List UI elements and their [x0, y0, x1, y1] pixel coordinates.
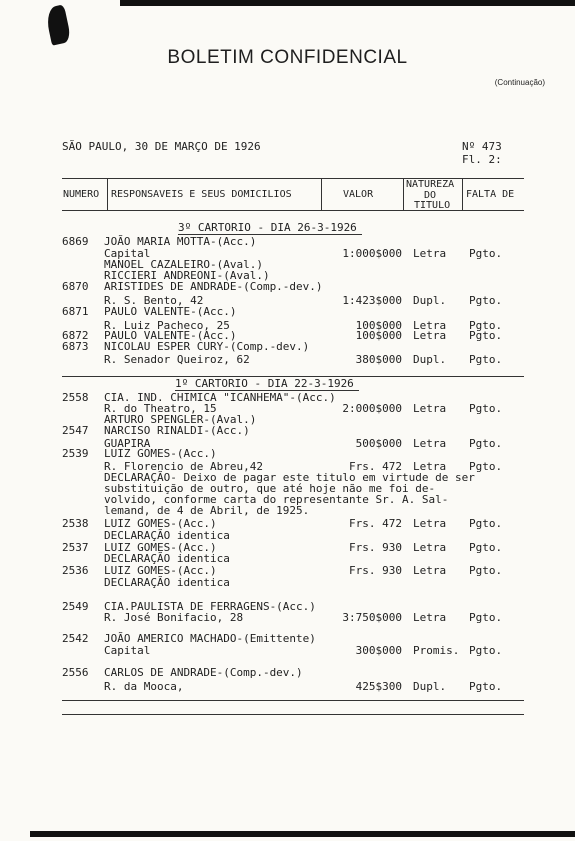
continuation-label: (Continuação) — [494, 78, 545, 87]
entry-text: Capital — [104, 644, 151, 657]
entry-natureza: Letra — [413, 402, 447, 415]
entry-number: 2539 — [62, 447, 89, 460]
entry-falta: Pgto. — [469, 402, 503, 415]
header-top-rule — [62, 178, 524, 179]
entry-falta: Pgto. — [469, 564, 503, 577]
entry-text: PAULO VALENTE-(Acc.) — [104, 305, 237, 318]
entry-number: 2558 — [62, 391, 89, 404]
entry-text: DECLARAÇÃO- Deixo de pagar este titulo em virtude de ser — [104, 471, 475, 484]
entry-natureza: Letra — [413, 247, 447, 260]
entry-natureza: Dupl. — [413, 353, 447, 366]
col-numero: NUMERO — [63, 189, 100, 200]
entry-text: CIA.PAULISTA DE FERRAGENS-(Acc.) — [104, 600, 316, 613]
entry-natureza: Letra — [413, 460, 447, 473]
col-divider — [107, 178, 108, 210]
entry-natureza: Promis. — [413, 644, 460, 657]
ink-blot — [44, 4, 71, 45]
entry-valor: Frs. 930 — [349, 541, 402, 554]
entry-natureza: Dupl. — [413, 680, 447, 693]
entry-falta: Pgto. — [469, 460, 503, 473]
entry-falta: Pgto. — [469, 644, 503, 657]
entry-text: DECLARAÇÃO identica — [104, 576, 230, 589]
entry-valor: Frs. 472 — [349, 460, 402, 473]
entry-number: 2536 — [62, 564, 89, 577]
entry-number: 2556 — [62, 666, 89, 679]
entry-text: LUIZ GOMES-(Acc.) — [104, 564, 217, 577]
entry-number: 6871 — [62, 305, 89, 318]
entry-text: LUIZ GOMES-(Acc.) — [104, 541, 217, 554]
entry-valor: 425$300 — [355, 680, 402, 693]
entry-text: ARTURO SPENGLER-(Aval.) — [104, 413, 257, 426]
place-date: SÃO PAULO, 30 DE MARÇO DE 1926 — [62, 140, 261, 153]
entry-number: 6869 — [62, 235, 89, 248]
entry-falta: Pgto. — [469, 353, 503, 366]
entry-text: substituição de outro, que até hoje não me foi de- — [104, 482, 436, 495]
col-divider — [321, 178, 322, 210]
entry-text: GUAPIRA — [104, 437, 151, 450]
col-divider — [403, 178, 404, 210]
entry-natureza: Letra — [413, 541, 447, 554]
entry-falta: Pgto. — [469, 319, 503, 332]
entry-text: RICCIERI ANDREONI-(Aval.) — [104, 269, 270, 282]
entry-natureza: Letra — [413, 517, 447, 530]
entry-text: R. Senador Queiroz, 62 — [104, 353, 250, 366]
entry-text: R. do Theatro, 15 — [104, 402, 217, 415]
entry-text: R. Florencio de Abreu,42 — [104, 460, 263, 473]
entry-text: PAULO VALENTE-(Acc.) — [104, 329, 237, 342]
entry-natureza: Letra — [413, 319, 447, 332]
entry-falta: Pgto. — [469, 294, 503, 307]
page-title: BOLETIM CONFIDENCIAL — [167, 47, 408, 68]
entry-natureza: Letra — [413, 437, 447, 450]
entry-natureza: Letra — [413, 611, 447, 624]
col-responsaveis: RESPONSAVEIS E SEUS DOMICILIOS — [111, 189, 292, 200]
section-heading: 3º CARTORIO - DIA 26-3-1926 — [178, 221, 357, 234]
bottom-edge-bar — [30, 831, 575, 837]
entry-valor: 100$000 — [355, 329, 402, 342]
entry-natureza: Letra — [413, 329, 447, 342]
entry-valor: 100$000 — [355, 319, 402, 332]
entry-number: 2538 — [62, 517, 89, 530]
entry-valor: 2:000$000 — [342, 402, 402, 415]
entry-text: lemand, de 4 de Abril, de 1925. — [104, 504, 310, 517]
entry-text: DECLARAÇÃO identica — [104, 529, 230, 542]
entry-text: LUIZ GOMES-(Acc.) — [104, 517, 217, 530]
entry-valor: 500$000 — [355, 437, 402, 450]
bottom-rule — [62, 700, 524, 701]
entry-text: R. S. Bento, 42 — [104, 294, 204, 307]
entry-text: JOÃO MARIA MOTTA-(Acc.) — [104, 235, 257, 248]
bulletin-number: Nº 473 — [462, 140, 502, 153]
header-bottom-rule — [62, 210, 524, 211]
col-natureza: TITULO — [414, 200, 451, 211]
entry-text: NICOLAU ESPER CURY-(Comp.-dev.) — [104, 340, 310, 353]
entry-text: R. da Mooca, — [104, 680, 184, 693]
entry-natureza: Letra — [413, 564, 447, 577]
col-natureza: NATUREZA — [406, 179, 455, 190]
entry-text: JOÃO AMERICO MACHADO-(Emittente) — [104, 632, 316, 645]
entry-falta: Pgto. — [469, 437, 503, 450]
entry-falta: Pgto. — [469, 680, 503, 693]
entry-number: 2537 — [62, 541, 89, 554]
section-heading: 1º CARTORIO - DIA 22-3-1926 — [175, 377, 354, 390]
entry-number: 6872 — [62, 329, 89, 342]
entry-text: DECLARAÇÃO identica — [104, 552, 230, 565]
sheet-number: Fl. 2: — [462, 153, 502, 166]
entry-number: 2542 — [62, 632, 89, 645]
entry-valor: 1:000$000 — [342, 247, 402, 260]
entry-falta: Pgto. — [469, 611, 503, 624]
entry-text: ARISTIDES DE ANDRADE-(Comp.-dev.) — [104, 280, 323, 293]
top-edge-bar — [120, 0, 575, 6]
entry-text: Capital — [104, 247, 151, 260]
col-valor: VALOR — [343, 189, 374, 200]
entry-falta: Pgto. — [469, 541, 503, 554]
entry-text: volvido, conforme carta do representante Sr. A. Sal- — [104, 493, 449, 506]
entry-valor: 1:423$000 — [342, 294, 402, 307]
col-falta: FALTA DE — [466, 189, 515, 200]
entry-text: R. Luiz Pacheco, 25 — [104, 319, 230, 332]
entry-text: LUIZ GOMES-(Acc.) — [104, 447, 217, 460]
entry-falta: Pgto. — [469, 329, 503, 342]
entry-number: 2547 — [62, 424, 89, 437]
entry-valor: Frs. 472 — [349, 517, 402, 530]
col-natureza: DO — [424, 190, 437, 201]
entry-valor: Frs. 930 — [349, 564, 402, 577]
entry-text: R. José Bonifacio, 28 — [104, 611, 244, 624]
entry-valor: 300$000 — [355, 644, 402, 657]
entry-falta: Pgto. — [469, 517, 503, 530]
entry-text: CARLOS DE ANDRADE-(Comp.-dev.) — [104, 666, 303, 679]
bottom-rule — [62, 714, 524, 715]
entry-text: CIA. IND. CHIMICA "ICANHEMA"-(Acc.) — [104, 391, 336, 404]
entry-natureza: Dupl. — [413, 294, 447, 307]
entry-number: 2549 — [62, 600, 89, 613]
entry-falta: Pgto. — [469, 247, 503, 260]
entry-text: MANOEL CAZALEIRO-(Aval.) — [104, 258, 263, 271]
entry-number: 6873 — [62, 340, 89, 353]
col-divider — [462, 178, 463, 210]
entry-number: 6870 — [62, 280, 89, 293]
entry-text: NARCISO RINALDI-(Acc.) — [104, 424, 250, 437]
entry-valor: 3:750$000 — [342, 611, 402, 624]
entry-valor: 380$000 — [355, 353, 402, 366]
